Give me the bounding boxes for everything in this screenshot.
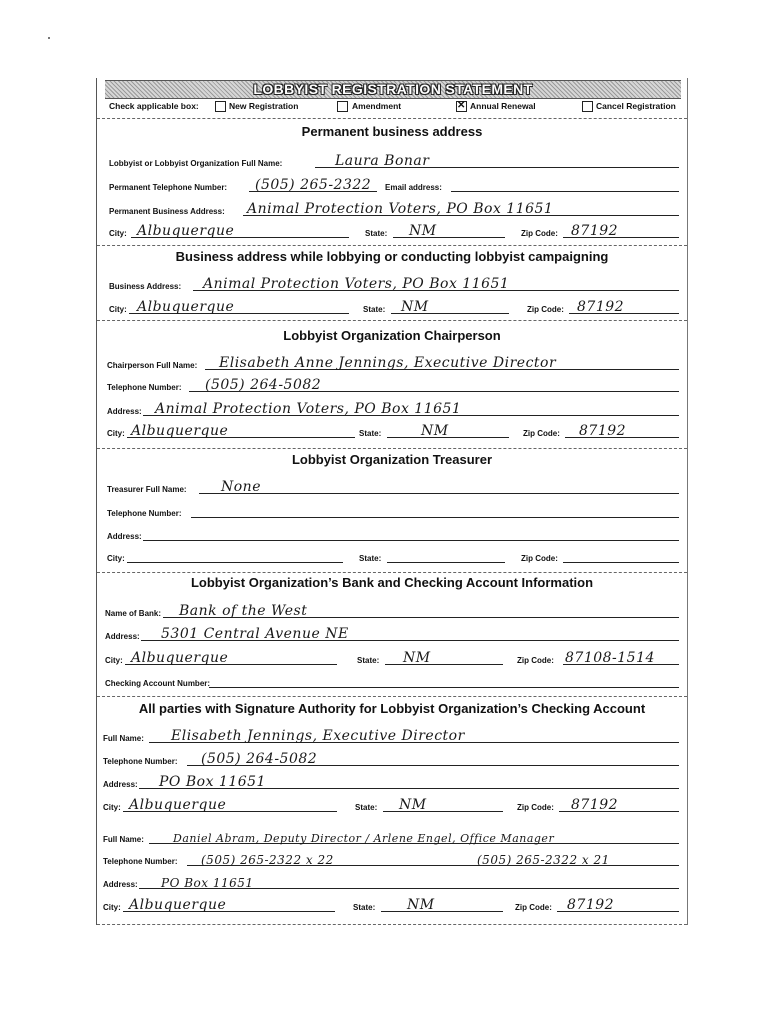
treasurer-zip-field[interactable]: Zip Code: [521,549,679,565]
chairperson-phone-value: (505) 264-5082 [205,377,322,393]
business-zip-value: 87192 [577,299,625,315]
bank-zip-field[interactable]: Zip Code: 87108-1514 [517,651,679,667]
signer2-address-value: PO Box 11651 [161,876,254,890]
divider [97,118,687,119]
permanent-phone-value: (505) 265-2322 [255,177,372,193]
business-state-field[interactable]: State: NM [363,300,509,316]
signer1-address-field[interactable]: Address: PO Box 11651 [103,775,679,791]
lobbyist-name-field[interactable]: Lobbyist or Lobbyist Organization Full Name: Laura Bonar [109,154,679,170]
registration-form [96,78,688,925]
divider [97,696,687,697]
checkbox-prompt: Check applicable box: [109,101,199,111]
divider [97,572,687,573]
bank-address-value: 5301 Central Avenue NE [161,626,349,642]
chairperson-address-field[interactable]: Address: Animal Protection Voters, PO Box 11651 [107,402,679,418]
bank-address-field[interactable]: Address: 5301 Central Avenue NE [105,627,679,643]
chairperson-city-field[interactable]: City: Albuquerque [107,424,355,440]
signer1-city-field[interactable]: City: Albuquerque [103,798,337,814]
permanent-address-value: Animal Protection Voters, PO Box 11651 [247,201,554,217]
cancel-registration-label: Cancel Registration [596,101,676,111]
bank-zip-value: 87108-1514 [565,650,655,666]
permanent-address-field[interactable]: Permanent Business Address: Animal Protection Voters, PO Box 11651 [109,202,679,218]
business-state-value: NM [401,299,429,315]
amendment-label: Amendment [352,101,402,111]
chairperson-phone-field[interactable]: Telephone Number: (505) 264-5082 [107,378,679,394]
bank-name-field[interactable]: Name of Bank: Bank of the West [105,604,679,620]
signers-heading: All parties with Signature Authority for Lobbyist Organization’s Checking Account [138,701,646,716]
signer1-state-field[interactable]: State: NM [355,798,503,814]
bank-state-field[interactable]: State: NM [357,651,503,667]
permanent-city-field[interactable]: City: Albuquerque [109,224,349,240]
signer1-name-field[interactable]: Full Name: Elisabeth Jennings, Executive Director [103,729,679,745]
treasurer-heading: Lobbyist Organization Treasurer [291,452,493,467]
new-registration-label: New Registration [229,101,299,111]
signer2-state-value: NM [407,897,435,913]
signer2-phone-value: (505) 265-2322 x 22 [201,853,334,867]
title-bar [105,80,681,99]
permanent-address-heading: Permanent business address [301,124,483,139]
signer1-city-value: Albuquerque [129,797,227,813]
cancel-registration-checkbox[interactable] [582,101,593,112]
business-city-field[interactable]: City: Albuquerque [109,300,349,316]
form-title: LOBBYIST REGISTRATION STATEMENT [253,81,533,97]
chairperson-city-value: Albuquerque [131,423,229,439]
business-zip-field[interactable]: Zip Code: 87192 [527,300,679,316]
treasurer-name-value: None [221,479,261,495]
business-address-heading: Business address while lobbying or conducting lobbyist campaigning [175,249,609,264]
chairperson-zip-field[interactable]: Zip Code: 87192 [523,424,679,440]
chairperson-zip-value: 87192 [579,423,627,439]
lobbyist-name-value: Laura Bonar [335,153,430,169]
signer2-zip-field[interactable]: Zip Code: 87192 [515,898,679,914]
signer2-city-value: Albuquerque [129,897,227,913]
permanent-zip-field[interactable]: Zip Code: 87192 [521,224,679,240]
signer2-name-value: Daniel Abram, Deputy Director / Arlene Engel, Office Manager [173,832,555,845]
business-address-value: Animal Protection Voters, PO Box 11651 [203,276,510,292]
treasurer-city-field[interactable]: City: [107,549,343,565]
annual-renewal-label: Annual Renewal [470,101,536,111]
permanent-state-value: NM [409,223,437,239]
signer2-phone-field[interactable]: Telephone Number: (505) 265-2322 x 22 (505) 265-2322 x 21 [103,852,679,868]
email-field[interactable]: Email address: [385,178,679,194]
signer2-phone2-value: (505) 265-2322 x 21 [477,853,610,867]
bank-heading: Lobbyist Organization’s Bank and Checking Account Information [190,575,594,590]
signer1-phone-field[interactable]: Telephone Number: (505) 264-5082 [103,752,679,768]
divider [97,924,687,925]
signer1-name-value: Elisabeth Jennings, Executive Director [171,728,465,744]
scan-speck [48,37,50,39]
new-registration-checkbox[interactable] [215,101,226,112]
status-checkbox-row [105,100,685,114]
checking-account-field[interactable]: Checking Account Number: [105,674,679,690]
chairperson-state-field[interactable]: State: NM [359,424,509,440]
permanent-zip-value: 87192 [571,223,619,239]
divider [97,320,687,321]
bank-name-value: Bank of the West [179,603,308,619]
annual-renewal-checkbox[interactable] [456,101,467,112]
treasurer-address-field[interactable]: Address: [107,527,679,543]
chairperson-name-value: Elisabeth Anne Jennings, Executive Director [219,355,557,371]
business-address-field[interactable]: Business Address: Animal Protection Voters, PO Box 11651 [109,277,679,293]
signer2-city-field[interactable]: City: Albuquerque [103,898,335,914]
treasurer-phone-field[interactable]: Telephone Number: [107,504,679,520]
signer2-name-field[interactable]: Full Name: Daniel Abram, Deputy Director / Arlene Engel, Office Manager [103,830,679,846]
business-city-value: Albuquerque [137,299,235,315]
bank-city-value: Albuquerque [131,650,229,666]
chairperson-state-value: NM [421,423,449,439]
permanent-city-value: Albuquerque [137,223,235,239]
bank-state-value: NM [403,650,431,666]
amendment-checkbox[interactable] [337,101,348,112]
treasurer-state-field[interactable]: State: [359,549,505,565]
chairperson-name-field[interactable]: Chairperson Full Name: Elisabeth Anne Jennings, Executive Director [107,356,679,372]
permanent-phone-field[interactable]: Permanent Telephone Number: (505) 265-2322 [109,178,377,194]
divider [97,448,687,449]
signer1-state-value: NM [399,797,427,813]
signer1-phone-value: (505) 264-5082 [201,751,318,767]
signer2-zip-value: 87192 [567,897,615,913]
signer1-zip-value: 87192 [571,797,619,813]
signer1-zip-field[interactable]: Zip Code: 87192 [517,798,679,814]
treasurer-name-field[interactable]: Treasurer Full Name: None [107,480,679,496]
permanent-state-field[interactable]: State: NM [365,224,505,240]
chairperson-address-value: Animal Protection Voters, PO Box 11651 [155,401,462,417]
signer1-address-value: PO Box 11651 [159,774,266,790]
signer2-address-field[interactable]: Address: PO Box 11651 [103,875,679,891]
divider [97,245,687,246]
signer2-state-field[interactable]: State: NM [353,898,503,914]
chairperson-heading: Lobbyist Organization Chairperson [283,328,501,343]
bank-city-field[interactable]: City: Albuquerque [105,651,337,667]
